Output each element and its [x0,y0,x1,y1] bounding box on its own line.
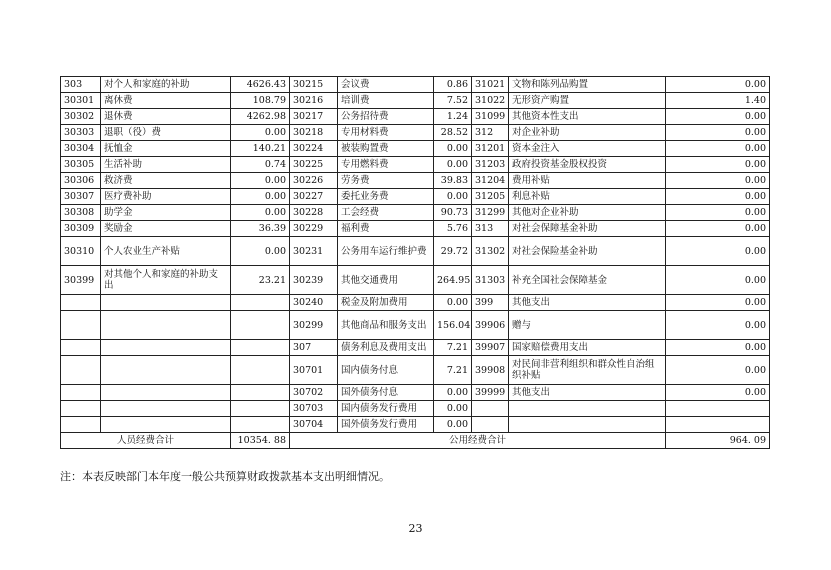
right-name: 对企业补助 [509,125,666,141]
right-amount [666,401,770,417]
table-row [61,109,770,125]
right-name: 对社会保险基金补助 [509,237,666,266]
right-name: 赠与 [509,311,666,340]
right-name: 其他支出 [509,385,666,401]
right-amount: 0.00 [666,221,770,237]
middle-code: 30231 [290,237,338,266]
middle-code: 30218 [290,125,338,141]
table-row [61,77,770,93]
left-code [61,401,101,417]
left-name: 退职（役）费 [101,125,231,141]
middle-name: 劳务费 [338,173,434,189]
right-name: 无形资产购置 [509,93,666,109]
right-code: 39906 [472,311,509,340]
middle-amount: 0.00 [434,141,472,157]
expenditure-detail-table [60,76,770,449]
right-code [472,401,509,417]
right-name: 资本金注入 [509,141,666,157]
left-name: 救济费 [101,173,231,189]
left-code: 303 [61,77,101,93]
right-code: 39999 [472,385,509,401]
left-amount: 4262.98 [231,109,290,125]
right-code: 31099 [472,109,509,125]
right-amount: 1.40 [666,93,770,109]
right-amount: 0.00 [666,109,770,125]
middle-name: 国内债务发行费用 [338,401,434,417]
middle-amount: 29.72 [434,237,472,266]
left-name [101,356,231,385]
right-amount: 0.00 [666,385,770,401]
middle-amount: 0.00 [434,189,472,205]
middle-amount: 28.52 [434,125,472,141]
left-name: 医疗费补助 [101,189,231,205]
left-amount: 4626.43 [231,77,290,93]
table-row [61,157,770,173]
left-amount: 36.39 [231,221,290,237]
right-code: 31299 [472,205,509,221]
right-code: 31022 [472,93,509,109]
middle-name: 其他商品和服务支出 [338,311,434,340]
right-name [509,417,666,433]
table-row [61,385,770,401]
middle-code: 30701 [290,356,338,385]
left-code: 30310 [61,237,101,266]
right-code: 31205 [472,189,509,205]
middle-amount: 0.00 [434,401,472,417]
table-row [61,221,770,237]
right-name: 补充全国社会保障基金 [509,266,666,295]
middle-amount: 7.21 [434,340,472,356]
table-row [61,205,770,221]
table-row [61,141,770,157]
table-row [61,173,770,189]
public-total-label: 公用经费合计 [290,433,666,449]
left-name [101,385,231,401]
middle-name: 福利费 [338,221,434,237]
table-row [61,401,770,417]
right-code: 31021 [472,77,509,93]
left-name [101,401,231,417]
right-amount: 0.00 [666,141,770,157]
right-name: 利息补贴 [509,189,666,205]
right-amount: 0.00 [666,77,770,93]
left-amount: 0.74 [231,157,290,173]
left-code: 30308 [61,205,101,221]
right-name: 费用补贴 [509,173,666,189]
left-amount [231,340,290,356]
left-amount: 0.00 [231,173,290,189]
left-amount [231,417,290,433]
left-code: 30306 [61,173,101,189]
middle-amount: 0.00 [434,295,472,311]
table-note: 注：本表反映部门本年度一般公共预算财政拨款基本支出明细情况。 [60,470,390,483]
middle-amount: 7.21 [434,356,472,385]
left-amount [231,295,290,311]
left-name: 对其他个人和家庭的补助支出 [101,266,231,295]
right-amount: 0.00 [666,125,770,141]
middle-amount: 156.04 [434,311,472,340]
left-name: 对个人和家庭的补助 [101,77,231,93]
left-name: 抚恤金 [101,141,231,157]
right-code: 31203 [472,157,509,173]
middle-name: 国内债务付息 [338,356,434,385]
middle-amount: 7.52 [434,93,472,109]
left-code [61,417,101,433]
left-code: 30301 [61,93,101,109]
left-amount: 0.00 [231,237,290,266]
middle-name: 工会经费 [338,205,434,221]
middle-amount: 1.24 [434,109,472,125]
left-code [61,356,101,385]
middle-name: 会议费 [338,77,434,93]
middle-name: 公务招待费 [338,109,434,125]
table-row [61,189,770,205]
middle-amount: 0.00 [434,385,472,401]
middle-amount: 0.86 [434,77,472,93]
left-amount: 108.79 [231,93,290,109]
right-amount: 0.00 [666,205,770,221]
right-amount: 0.00 [666,356,770,385]
middle-code: 30239 [290,266,338,295]
middle-code: 30228 [290,205,338,221]
middle-name: 其他交通费用 [338,266,434,295]
left-name: 奖励金 [101,221,231,237]
right-code: 31302 [472,237,509,266]
table-row [61,311,770,340]
left-code: 30309 [61,221,101,237]
left-code [61,385,101,401]
left-amount [231,401,290,417]
right-amount: 0.00 [666,295,770,311]
right-amount: 0.00 [666,173,770,189]
middle-code: 30702 [290,385,338,401]
table-body [61,77,770,433]
personnel-total-label: 人员经费合计 [61,433,231,449]
left-code [61,311,101,340]
left-name: 离休费 [101,93,231,109]
right-name: 其他支出 [509,295,666,311]
left-name [101,311,231,340]
table-row [61,417,770,433]
right-amount: 0.00 [666,266,770,295]
middle-code: 30225 [290,157,338,173]
right-code: 313 [472,221,509,237]
right-amount [666,417,770,433]
left-amount: 23.21 [231,266,290,295]
left-code: 30307 [61,189,101,205]
middle-code: 30226 [290,173,338,189]
table-row [61,356,770,385]
right-code [472,417,509,433]
left-code [61,340,101,356]
middle-name: 被装购置费 [338,141,434,157]
table-row [61,237,770,266]
right-name: 其他资本性支出 [509,109,666,125]
middle-code: 30703 [290,401,338,417]
page-number: 23 [408,522,423,535]
right-amount: 0.00 [666,340,770,356]
middle-name: 公务用车运行维护费 [338,237,434,266]
middle-code: 30215 [290,77,338,93]
totals-row [61,433,770,449]
left-code: 30304 [61,141,101,157]
middle-code: 30224 [290,141,338,157]
middle-name: 债务利息及费用支出 [338,340,434,356]
table-row [61,266,770,295]
right-code: 31201 [472,141,509,157]
right-amount: 0.00 [666,311,770,340]
right-amount: 0.00 [666,237,770,266]
personnel-total-value: 10354. 88 [231,433,290,449]
left-amount: 0.00 [231,205,290,221]
left-name: 退休费 [101,109,231,125]
right-code: 31303 [472,266,509,295]
left-name [101,340,231,356]
right-code: 39908 [472,356,509,385]
table-row [61,295,770,311]
middle-amount: 90.73 [434,205,472,221]
right-name: 对社会保障基金补助 [509,221,666,237]
right-amount: 0.00 [666,189,770,205]
middle-code: 30216 [290,93,338,109]
middle-name: 税金及附加费用 [338,295,434,311]
right-code: 31204 [472,173,509,189]
left-name: 助学金 [101,205,231,221]
table-row [61,125,770,141]
left-code [61,295,101,311]
middle-amount: 39.83 [434,173,472,189]
middle-code: 307 [290,340,338,356]
right-amount: 0.00 [666,157,770,173]
middle-name: 国外债务付息 [338,385,434,401]
right-code: 39907 [472,340,509,356]
right-name: 国家赔偿费用支出 [509,340,666,356]
right-code: 399 [472,295,509,311]
left-code: 30303 [61,125,101,141]
table-row [61,340,770,356]
right-name: 对民间非营利组织和群众性自治组织补贴 [509,356,666,385]
left-amount [231,385,290,401]
public-total-value: 964. 09 [666,433,770,449]
middle-amount: 264.95 [434,266,472,295]
right-name: 政府投资基金股权投资 [509,157,666,173]
left-amount [231,311,290,340]
middle-name: 专用材料费 [338,125,434,141]
left-code: 30399 [61,266,101,295]
left-name: 生活补助 [101,157,231,173]
middle-amount: 0.00 [434,417,472,433]
middle-code: 30229 [290,221,338,237]
middle-amount: 0.00 [434,157,472,173]
table-row [61,93,770,109]
middle-amount: 5.76 [434,221,472,237]
middle-name: 培训费 [338,93,434,109]
left-amount: 0.00 [231,189,290,205]
middle-code: 30299 [290,311,338,340]
left-amount: 140.21 [231,141,290,157]
middle-name: 国外债务发行费用 [338,417,434,433]
left-name: 个人农业生产补贴 [101,237,231,266]
middle-name: 专用燃料费 [338,157,434,173]
left-code: 30302 [61,109,101,125]
right-name [509,401,666,417]
right-code: 312 [472,125,509,141]
middle-code: 30704 [290,417,338,433]
left-amount: 0.00 [231,125,290,141]
left-name [101,417,231,433]
middle-code: 30240 [290,295,338,311]
right-name: 其他对企业补助 [509,205,666,221]
left-name [101,295,231,311]
middle-name: 委托业务费 [338,189,434,205]
right-name: 文物和陈列品购置 [509,77,666,93]
left-amount [231,356,290,385]
left-code: 30305 [61,157,101,173]
middle-code: 30227 [290,189,338,205]
middle-code: 30217 [290,109,338,125]
